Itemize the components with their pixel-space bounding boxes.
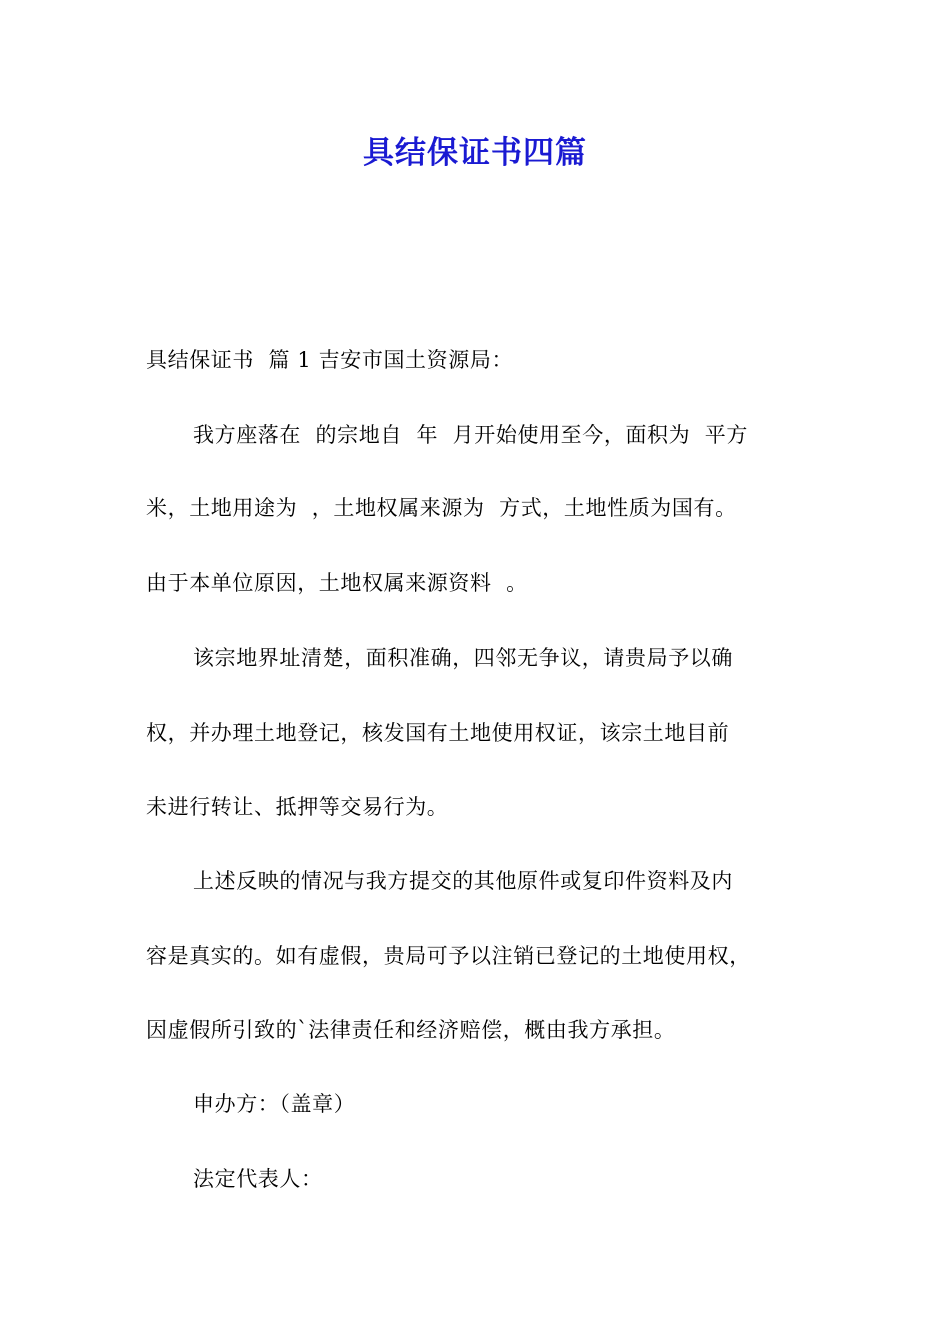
greeting-line: 具结保证书 篇 1 吉安市国土资源局： (146, 348, 514, 372)
paragraph-2-line-3: 未进行转让、抵押等交易行为。 (146, 795, 449, 819)
paragraph-2-line-1: 该宗地界址清楚，面积准确，四邻无争议，请贵局予以确 (193, 646, 733, 670)
paragraph-1-line-3: 由于本单位原因，土地权属来源资料 。 (146, 571, 528, 595)
applicant-seal-line: 申办方：（盖章） (193, 1092, 356, 1116)
paragraph-3-line-3: 因虚假所引致的`法律责任和经济赔偿，概由我方承担。 (146, 1018, 676, 1042)
paragraph-1-line-1: 我方座落在 的宗地自 年 月开始使用至今，面积为 平方 (193, 423, 748, 447)
paragraph-2-line-2: 权，并办理土地登记，核发国有土地使用权证，该宗土地目前 (146, 721, 730, 745)
paragraph-3-line-1: 上述反映的情况与我方提交的其他原件或复印件资料及内 (193, 869, 733, 893)
legal-representative-line: 法定代表人： (193, 1167, 323, 1191)
paragraph-3-line-2: 容是真实的。如有虚假，贵局可予以注销已登记的土地使用权， (146, 944, 751, 968)
paragraph-1-line-2: 米，土地用途为 ，土地权属来源为 方式，土地性质为国有。 (146, 496, 737, 520)
document-title: 具结保证书四篇 (363, 135, 587, 171)
